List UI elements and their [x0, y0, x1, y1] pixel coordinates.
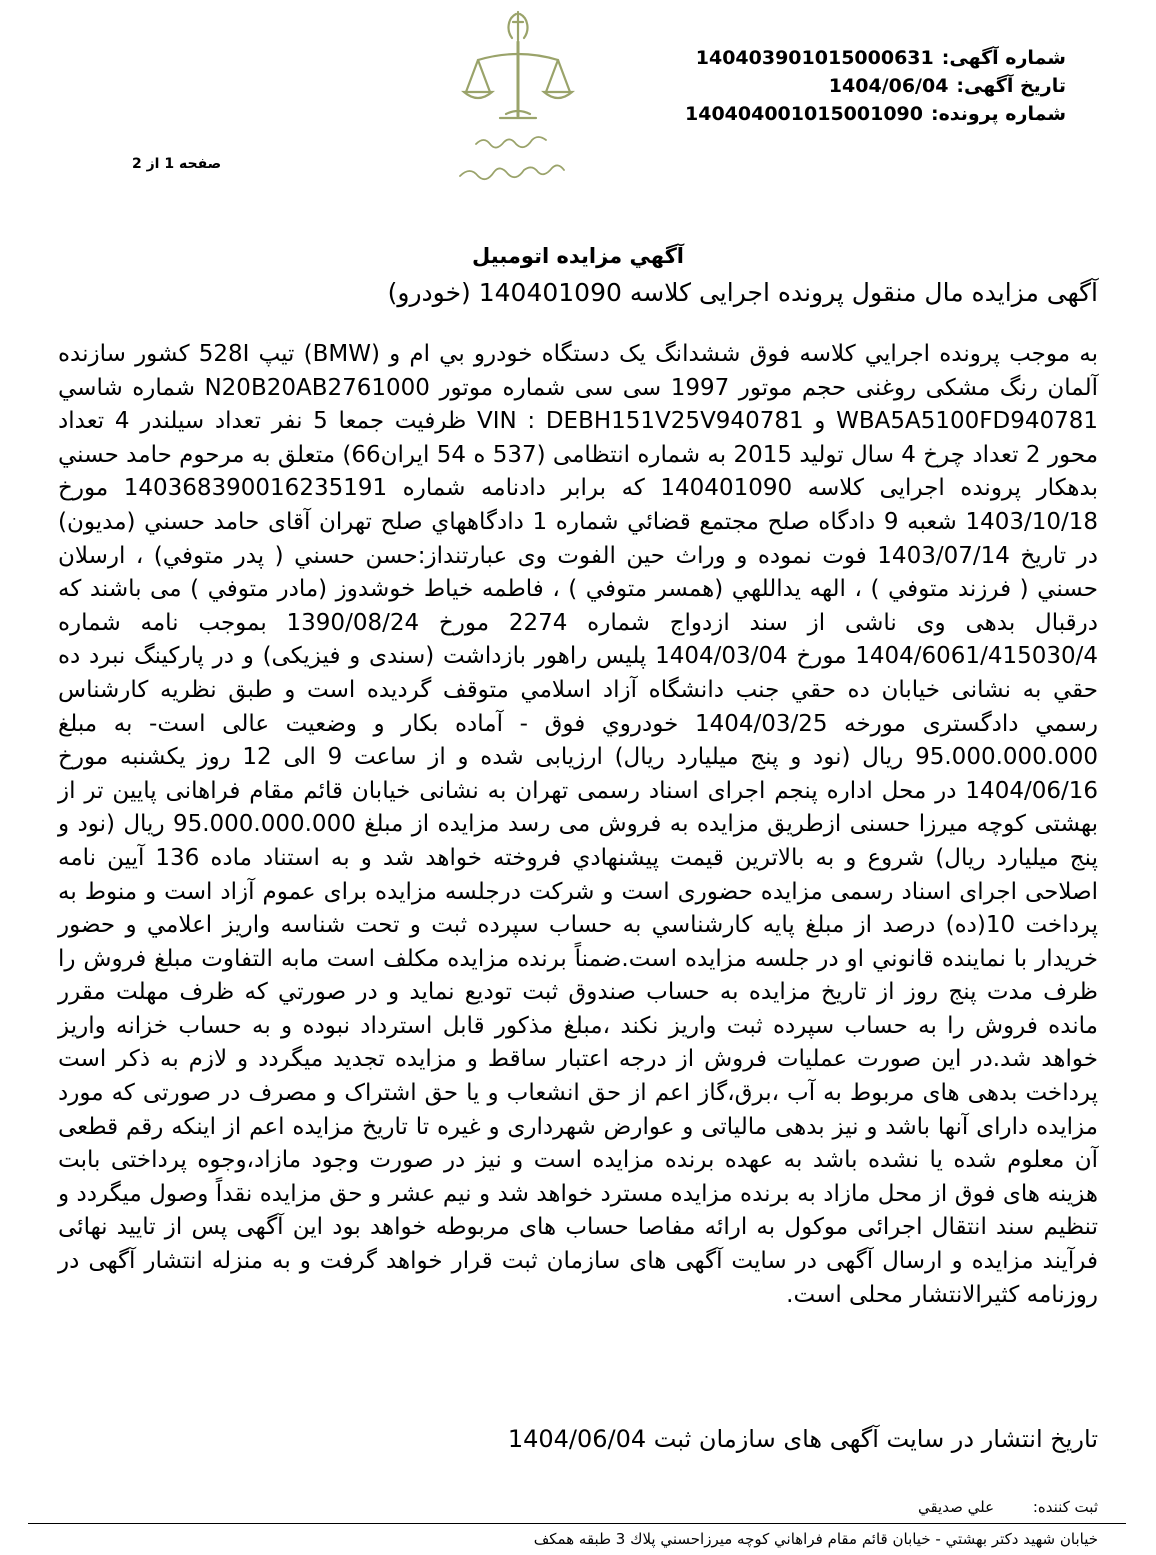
publication-label: تاریخ انتشار در سایت آگهی های سازمان ثبت	[653, 1425, 1098, 1453]
notice-meta	[626, 44, 1066, 128]
publication-line	[508, 1425, 1098, 1453]
document-title: آگهي مزايده اتومبيل	[472, 244, 684, 268]
registrar-label: ثبت كننده:	[1032, 1498, 1098, 1516]
footer-divider	[28, 1523, 1126, 1524]
case-number-row	[626, 100, 1066, 128]
document-subtitle: آگهی مزایده مال منقول پرونده اجرایی کلاسه 140401090 (خودرو)	[387, 278, 1098, 307]
notice-date-label: تاریخ آگهی:	[956, 75, 1066, 97]
notice-number-label: شماره آگهی:	[941, 47, 1066, 69]
judiciary-emblem-icon	[456, 8, 580, 193]
notice-number: 14040390101500063​1	[695, 47, 934, 69]
office-address: خيابان شهيد دكتر بهشتي - خيابان قائم مقام فراهاني كوچه ميرزاحسني پلاك 3 طبقه همكف	[533, 1530, 1098, 1548]
registrar-name: علي صديقي	[917, 1498, 995, 1516]
page-indicator: صفحه 1 از 2	[132, 156, 222, 172]
case-number: 140404001015001090	[685, 103, 923, 125]
notice-number-row	[626, 44, 1066, 72]
case-number-label: شماره پرونده:	[930, 103, 1066, 125]
notice-date: 1404/06/04	[828, 75, 949, 97]
notice-date-row	[626, 72, 1066, 100]
registrar-line	[918, 1498, 1098, 1516]
notice-body: به موجب پرونده اجرايي كلاسه فوق ششدانگ يک دستگاه خودرو بي ام و (BMW) تيپ 528I كشور سازنده آلمان رنگ مشکی روغنی حجم موتور 1997 سی سی شماره موتور N20B20AB2761000 شماره شاسي WBA5A5100FD940781 و VIN : DEBH151V25V940781 ظرفیت جمعا 5 نفر تعداد سیلندر 4 تعداد محور 2 تعداد چرخ 4 سال تولید 2015 به شماره انتظامی (537 ه 54 ایران66) متعلق به مرحوم حامد حسني بدهکار پرونده اجرایی کلاسه 140401090 که برابر دادنامه شماره 140368390016235191 مورخ 1403/10/18 شعبه 9 دادگاه صلح مجتمع قضائي شماره 1 دادگاههاي صلح تهران آقای حامد حسني (مديون) در تاريخ 1403/07/14 فوت نموده و وراث حين الفوت وی عبارتنداز:حسن حسني ( پدر متوفي) ، ارسلان حسني ( فرزند متوفي ) ، الهه يداللهي (همسر متوفي ) ، فاطمه خياط خوشدوز (مادر متوفي ) می باشند كه درقبال بدهی وی ناشی از سند ازدواج شماره 2274 مورخ 1390/08/24 بموجب نامه شماره 1404/6061/415030/4 مورخ 1404/03/04 پلیس راهور بازداشت (سندی و فیزیکی) و در پارکینگ نبرد ده حقي به نشانی خيابان ده حقي جنب دانشگاه آزاد اسلامي متوقف گرديده است و طبق نظريه كارشناس رسمي دادگستری مورخه 1404/03/25 خودروي فوق - آماده بکار و وضعیت عالی است- به مبلغ 95.000.000.000 ريال (نود و پنج ميليارد ريال) ارزيابی شده و از ساعت 9 الی 12 روز يكشنبه مورخ 1404/06/16 در محل اداره پنجم اجرای اسناد رسمی تهران به نشانی خيابان قائم مقام فراهانی پایین تر از بهشتی کوچه میرزا حسنی ازطریق مزایده به فروش می رسد مزايده از مبلغ 95.000.000.000 ريال (نود و پنج ميليارد ريال) شروع و به بالاترين قيمت پيشنهادي فروخته خواهد شد و به استناد ماده 136 آیین نامه اصلاحی اجرای اسناد رسمی مزایده حضوری است و شركت درجلسه مزايده برای عموم آزاد است و منوط به پرداخت 10(ده) درصد از مبلغ پايه كارشناسي به حساب سپرده ثبت و تحت شناسه واريز اعلامي و حضور خريدار با نماينده قانوني او در جلسه مزايده است.ضمناً برنده مزايده مكلف است مابه التفاوت مبلغ فروش را ظرف مدت پنج روز از تاريخ مزايده به حساب صندوق ثبت تودیع نمايد و در صورتي كه ظرف مهلت مقرر مانده فروش را به حساب سپرده ثبت واريز نكند ،مبلغ مذکور قابل استرداد نبوده و به حساب خزانه واریز خواهد شد.در این صورت عملیات فروش از درجه اعتبار ساقط و مزايده تجديد ميگردد و لازم به ذکر است پرداخت بدهی های مربوط به آب ،برق،گاز اعم از حق انشعاب و يا حق اشتراک و مصرف در صورتی که مورد مزایده دارای آنها باشد و نيز بدهی مالیاتی و عوارض شهرداری و غيره تا تاريخ مزايده اعم از اينكه رقم قطعی آن معلوم شده يا نشده باشد به عهده برنده مزايده است و نیز در صورت وجود مازاد،وجوه پرداختی بابت هزینه های فوق از محل مازاد به برنده مزایده مسترد خواهد شد و نیم عشر و حق مزایده نقداً وصول میگردد و تنظیم سند انتقال اجرائی موکول به ارائه مفاصا حساب های مربوطه خواهد بود این آگهی پس از تایید نهائی فرآیند مزایده و ارسال آگهی در سایت آگهی های سازمان ثبت قرار خواهد گرفت و به منزله انتشار آگهی در روزنامه کثیرالانتشار محلی است.	[58, 341, 1099, 1308]
publication-date: 1404/06/04	[507, 1425, 647, 1453]
